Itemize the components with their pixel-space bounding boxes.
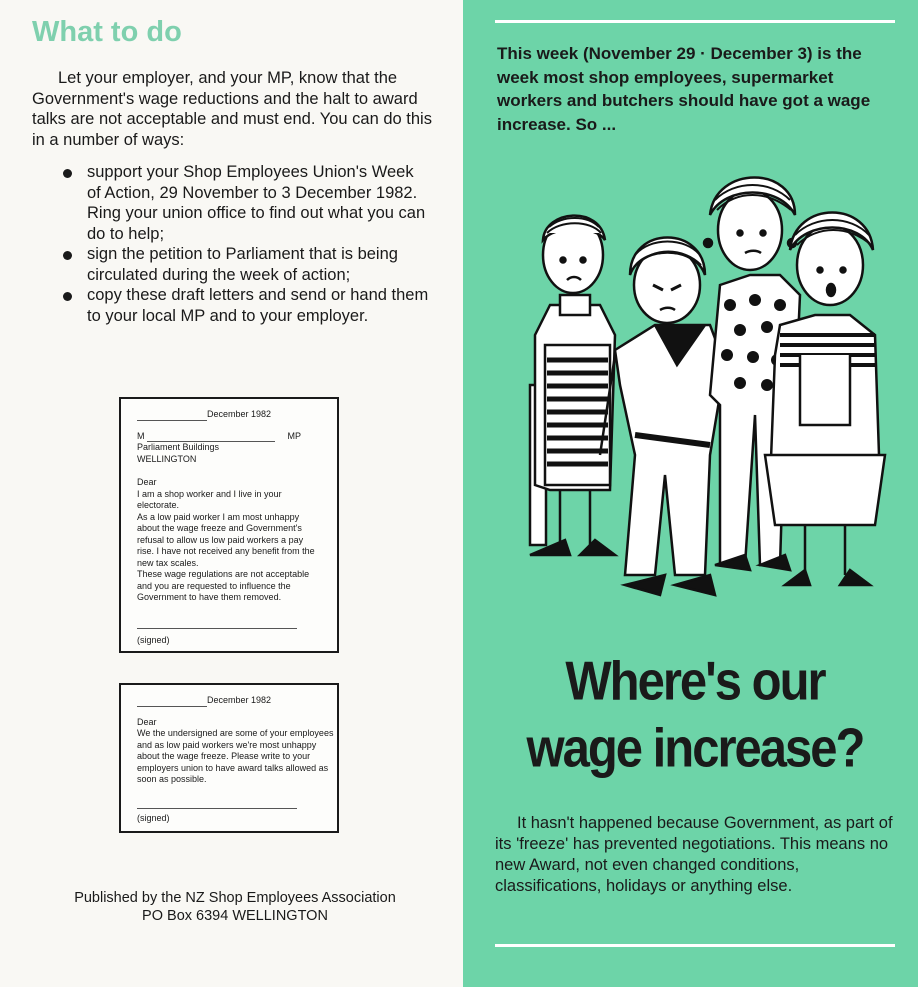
section-heading: What to do <box>32 16 182 48</box>
action-list <box>60 162 430 326</box>
letter-salutation: Dear <box>137 716 157 727</box>
intro-paragraph: Let your employer, and your MP, know that the Government's wage reductions and the halt to award talks are not acceptable and must end. You can do this in a number of ways: <box>32 69 432 149</box>
letter-salutation: Dear <box>137 477 157 487</box>
signature-line <box>137 618 337 630</box>
main-title: Where's our wage increase? <box>526 651 864 779</box>
workers-illustration <box>505 155 900 635</box>
worker-shopper-figure <box>765 213 885 586</box>
bottom-rule <box>495 944 895 947</box>
worker-woman-vneck-figure <box>600 238 730 596</box>
body-paragraph: It hasn't happened because Government, as part of its 'freeze' has prevented negotiations. This means no new Award, not even changed conditions, classifications, holidays or anything else. <box>495 814 893 895</box>
letter-paragraph: These wage regulations are not acceptable and you are requested to influence the Government to have them removed. <box>137 569 310 602</box>
letter-paragraph: As a low paid worker I am most unhappy about the wage freeze and Government's refusal to allow us low paid workers a pay rise. I have not received any benefit from the new tax scales. <box>137 511 315 568</box>
letter-recipient-line: M MP <box>137 430 302 441</box>
list-item: sign the petition to Parliament that is being circulated during the week of action; <box>60 244 430 285</box>
signed-label: (signed) <box>137 635 170 645</box>
letter-paragraph: We the undersigned are some of your employees and as low paid workers we're most unhappy about the wage freeze. Please write to your employers union to have award talks allowed as soon as possible. <box>137 728 334 784</box>
draft-letter-to-employer <box>119 683 339 833</box>
list-item: support your Shop Employees Union's Week of Action, 29 November to 3 December 1982. Ring your union office to find out what you can do to help; <box>60 162 430 244</box>
publisher-info: Published by the NZ Shop Employees Association PO Box 6394 WELLINGTON <box>74 890 396 924</box>
letter-address-2: WELLINGTON <box>137 453 197 464</box>
letter-address-1: Parliament Buildings <box>137 442 220 452</box>
letter-date-line: December 1982 <box>137 695 337 707</box>
worker-butcher-figure <box>530 216 615 555</box>
letter-date-line: December 1982 <box>137 409 337 421</box>
top-rule <box>495 20 895 23</box>
signature-line <box>137 798 337 810</box>
letter-paragraph: I am a shop worker and I live in your electorate. <box>137 488 282 510</box>
draft-letter-to-mp <box>119 397 339 653</box>
list-item: copy these draft letters and send or hand them to your local MP and to your employer. <box>60 285 430 326</box>
signed-label: (signed) <box>137 813 170 823</box>
headline: This week (November 29 · December 3) is the week most shop employees, supermarket workers and butchers should have got a wage increase. So ... <box>497 44 871 134</box>
